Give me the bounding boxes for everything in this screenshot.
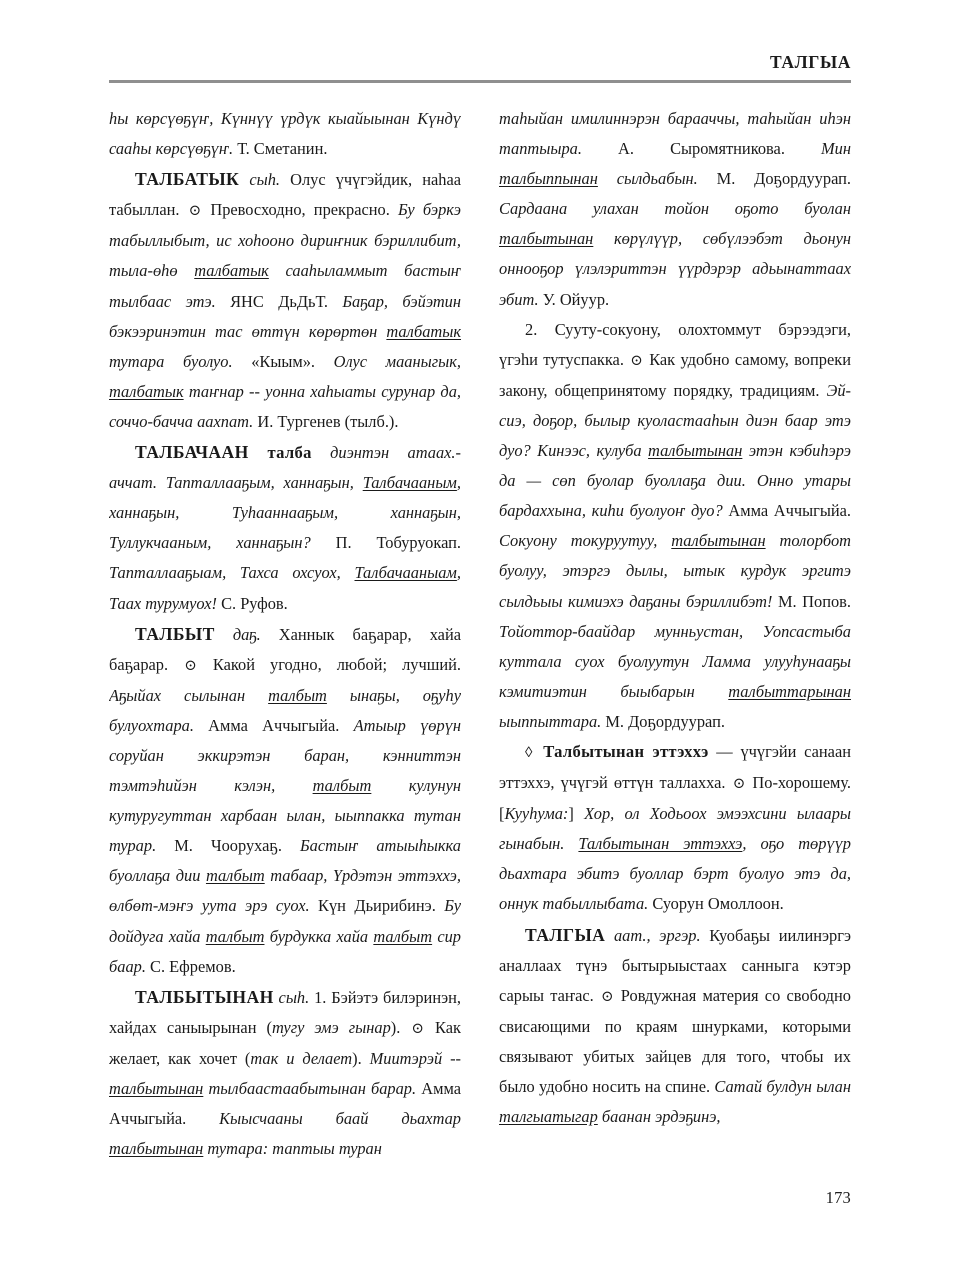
keyword-underlined: талбатык — [109, 381, 184, 401]
source-citation: М. Попов. — [772, 591, 851, 611]
yakut-example: Аҕыйах сылынан — [109, 685, 269, 705]
yakut-example: толорбот буолуу, этэргэ дылы, ытык курдук эргитэ сылдьыы кимиэхэ даҕаны бэриллибэт! — [499, 531, 851, 611]
source-citation: Амма Аччыгыйа. — [109, 1079, 461, 1129]
headword: ТАЛГЫА — [525, 924, 606, 945]
source-citation: П. Тобуруокап. — [310, 533, 461, 553]
headword: ТАЛБАТЫК — [135, 169, 240, 190]
yakut-example: Олус мааныгык, — [315, 351, 461, 371]
translation-marker-icon: ⊙ — [184, 657, 197, 674]
source-citation: А. Сыромятникова. — [581, 139, 785, 159]
yakut-example: тутара: таптыы туран — [203, 1139, 382, 1159]
yakut-definition: Олус үчүгэйдик, наһаа табыллан. — [109, 170, 461, 220]
yakut-definition: — үчүгэйи санаан эттэххэ, үчүгэй өттүн таллахха. — [499, 741, 851, 793]
keyword-underlined: талбатык — [194, 261, 269, 281]
headword: ТАЛБЫТ — [135, 623, 215, 644]
russian-gloss: По-хорошему. [ — [499, 773, 851, 824]
yakut-example: тутара буолуо. — [109, 351, 233, 371]
running-head-rule — [109, 80, 851, 83]
keyword-underlined: талбыт — [312, 776, 372, 796]
yakut-example: Бу дойдуга хайа — [109, 896, 461, 946]
translation-marker-icon: ⊙ — [188, 203, 202, 220]
source-citation: М. Доҕордуурап. — [697, 169, 851, 189]
yakut-example: Миитэрэй -- — [361, 1048, 461, 1068]
running-head — [109, 52, 851, 86]
yakut-example: Атыыр үөрүн соруйан эккирэтэн баран, кэнниттэн тэмтэһийэн кэлэн, — [109, 715, 461, 796]
grammar-label: диэнтэн атаах.-аччат. — [109, 443, 461, 493]
yakut-example: , Таах турумуох! — [109, 563, 461, 613]
running-head-title: ТАЛГЫА — [769, 52, 851, 72]
grammar-label: даҕ. — [214, 624, 261, 644]
entry-phrase-phrase-talbytynan-ettekhkhe — [499, 737, 851, 920]
yakut-definition: ). — [390, 1017, 401, 1037]
translation-marker-icon: ⊙ — [411, 1020, 424, 1037]
entry-entry-entry-talbatyk — [109, 164, 461, 437]
keyword-underlined: талбытынан — [648, 441, 743, 461]
keyword-underlined: талбыттарынан — [728, 681, 851, 701]
keyword-underlined: Талбачааным — [362, 473, 457, 493]
source-citation: Амма Аччыгыйа. — [193, 715, 340, 735]
translation-marker-icon: ⊙ — [732, 776, 746, 793]
keyword-underlined: Талбачааныам — [354, 563, 457, 583]
yakut-example: Хор, ол Ходьоох эмээхсини ылаары гынабын. — [499, 804, 851, 854]
yakut-example: таҥнар -- уонна хаһыаты сурунар да, соччо-бачча аахпат. — [109, 381, 461, 431]
yakut-example: тугу эмэ гынар — [271, 1017, 391, 1037]
grammar-label: сыһ. — [273, 987, 310, 1007]
yakut-example: ыыппыттара. — [499, 711, 602, 731]
yakut-example: таһыйан имилиннэрэн барааччы, таһыйан иһэн таптыыра. — [499, 109, 851, 159]
source-citation: ЯНС ДьДьТ. — [215, 291, 328, 311]
headword: ТАЛБАЧААН — [135, 442, 249, 463]
russian-gloss: ] — [568, 804, 585, 824]
yakut-example: Мин — [784, 139, 851, 159]
yakut-example: Кыысчааны баай дьахтар — [186, 1109, 461, 1129]
entry-entry-entry-talgyia — [499, 920, 851, 1133]
keyword-underlined: Талбытынан эттэххэ — [578, 834, 743, 854]
yakut-example: Тапталлааҕыам, Тахса охсуох, — [109, 563, 355, 583]
keyword-underlined: талбытынан — [671, 531, 766, 551]
grammar-label: сыһ. — [239, 170, 280, 190]
keyword-underlined: талбыт — [373, 926, 433, 946]
yakut-example: Сокуону токуруутуу, — [499, 531, 672, 551]
source-citation: И. Тургенев (тылб.). — [253, 411, 399, 431]
keyword-underlined: талбытынан — [109, 1139, 204, 1159]
yakut-example: сааһыламмыт бастыҥ тылбаас этэ. — [109, 261, 461, 311]
yakut-example: Сатай булдун ылан — [710, 1077, 851, 1096]
yakut-example: Бастыҥ атыыһыкка буоллаҕа дии — [109, 836, 461, 886]
entry-sense-sense-2 — [499, 315, 851, 737]
yakut-example: Баҕар, бэйэтин бэкээринэтин тас өттүн көрөртөн — [109, 291, 461, 341]
column-left — [109, 104, 461, 1174]
source-citation: Амма Аччыгыйа. — [722, 501, 851, 521]
body-columns — [109, 104, 851, 1174]
translation-marker-icon: ⊙ — [600, 988, 614, 1005]
yakut-definition: Сууту-сокуону, олохтоммут бэрээдэги, үгэһи тутуспакка. — [499, 319, 851, 369]
yakut-example: кулунун кутуругуттан харбаан ылан, ыыппакка тутан турар. — [109, 776, 461, 856]
russian-gloss: ). — [352, 1048, 362, 1068]
yakut-example: бурдукка хайа — [264, 926, 374, 946]
yakut-example: , ханнаҕын, Туһааннааҕым, ханнаҕын, Туллукчааным, ханнаҕын? — [109, 473, 461, 553]
yakut-example: Эй-сиэ, доҕор, былыр куоластааһын диэн баар этэ дуо? Кинээс, кулуба — [499, 380, 851, 461]
keyword-underlined: талбыт — [205, 866, 265, 886]
yakut-example: көрүлүүр, сөбүлээбэт дьонун оннооҕор үлэлэриттэн үүрдэрэр адьынаттаах эбит. — [499, 229, 851, 309]
yakut-example: Кууһума: — [504, 804, 569, 824]
yakut-example: баанан эрдэҕинэ, — [597, 1107, 721, 1127]
yakut-example: , оҕо төрүүр дьахтара эбитэ буоллар бэрт буолуо этэ да, оннук табыллыбата. — [499, 834, 851, 914]
grammar-label: аат., эргэр. — [605, 925, 701, 945]
yakut-example: тылбаастаабытынан барар. — [203, 1079, 417, 1098]
source-citation: У. Ойуур. — [538, 289, 610, 309]
page-number: 173 — [825, 1188, 851, 1207]
yakut-example: табаар, Үрдэтэн эттэххэ, өлбөт-мэҥэ уута эрэ суох. — [109, 866, 461, 916]
entry-entry-entry-talbachaan — [109, 437, 461, 619]
entry-entry-entry-talbyt — [109, 619, 461, 982]
phraseology-marker-icon: ◊ — [525, 744, 533, 761]
russian-gloss: Превосходно, прекрасно. — [210, 200, 390, 220]
yakut-example: Сардаана улахан тойон оҕото буолан — [499, 199, 851, 219]
sense-number: 2. — [525, 319, 538, 339]
sub-headword: Талбытынан эттэххэ — [543, 741, 709, 761]
russian-gloss: Как желает, как хочет ( — [109, 1017, 461, 1068]
keyword-underlined: талбыт — [268, 685, 327, 705]
source-citation: М. Чоорухаҕ. — [156, 836, 282, 856]
yakut-definition: Куобаҕы иилинэргэ аналлаах түнэ бытырыыстаах санныга кэтэр сарыы таҥас. — [499, 925, 851, 1005]
keyword-underlined: талбатык — [386, 321, 461, 341]
yakut-example: ынаҕы, оҕуһу булуохтара. — [109, 685, 461, 735]
yakut-example: так и делает — [250, 1048, 353, 1068]
keyword-underlined: талбыппынан — [499, 169, 598, 189]
russian-gloss: Как удобно самому, вопреки закону, общепринятому порядку, традициям. — [499, 349, 851, 400]
column-right — [499, 104, 851, 1174]
keyword-underlined: талбытынан — [109, 1079, 204, 1098]
yakut-example: Тапталлааҕым, ханнаҕын, — [156, 473, 363, 493]
russian-gloss: Ровдужная материя со свободно свисающими по краям шнурками, которыми связывают убитых зайцев для того, чтобы их было удобно носить на спине. — [499, 985, 851, 1096]
yakut-definition: Ханнык баҕарар, хайа баҕарар. — [109, 624, 461, 674]
yakut-example: сылдьабын. — [597, 169, 698, 189]
russian-gloss: Какой угодно, любой; лучший. — [212, 654, 461, 674]
source-citation: Суорун Омоллоон. — [648, 894, 784, 914]
source-citation: С. Ефремов. — [145, 956, 236, 976]
sense-number: 1. — [309, 987, 327, 1007]
keyword-underlined: талгыатыгар — [499, 1107, 598, 1127]
source-citation: С. Руфов. — [216, 593, 288, 613]
source-citation: Күн Дьирибинэ. — [309, 896, 436, 916]
source-citation: «Кыым». — [232, 351, 316, 371]
yakut-example: этэн кэбиһэрэ да — сөп буолар буоллаҕа дии. Онно утары бардаххына, киһи буолуоҥ дуо? — [499, 441, 851, 521]
yakut-example: сир баар. — [109, 926, 461, 976]
source-citation: Т. Сметанин. — [233, 139, 328, 159]
translation-marker-icon: ⊙ — [630, 352, 643, 369]
headword: ТАЛБЫТЫНАН — [135, 986, 274, 1007]
entry-continuation-continuation-talbat — [109, 104, 461, 164]
keyword-underlined: талбытынан — [499, 229, 594, 249]
entry-entry-entry-talbytynan — [109, 982, 461, 1165]
yakut-definition: Бэйэтэ билэринэн, хайдах саныырынан ( — [109, 987, 461, 1037]
yakut-example: Тойоттор-баайдар мунньустан, Уопсастыба куттала суох буолуутун Ламма улууһунааҕы кэмитиэтин быыбарын — [499, 621, 851, 701]
source-citation: М. Доҕордуурап. — [601, 711, 725, 731]
entry-continuation-continuation-talbytynan — [499, 104, 851, 315]
sub-headword: талба — [248, 443, 312, 463]
yakut-example: Бу бэркэ табыллыбыт, ис хоһооно дириҥник бэриллибит, тыла-өһө — [109, 200, 461, 281]
yakut-example: һы көрсүөҕүҥ, Күннүү үрдүк кыайыынан Күндү сааһы көрсүөҕүҥ. — [109, 109, 461, 159]
keyword-underlined: талбыт — [205, 926, 265, 946]
